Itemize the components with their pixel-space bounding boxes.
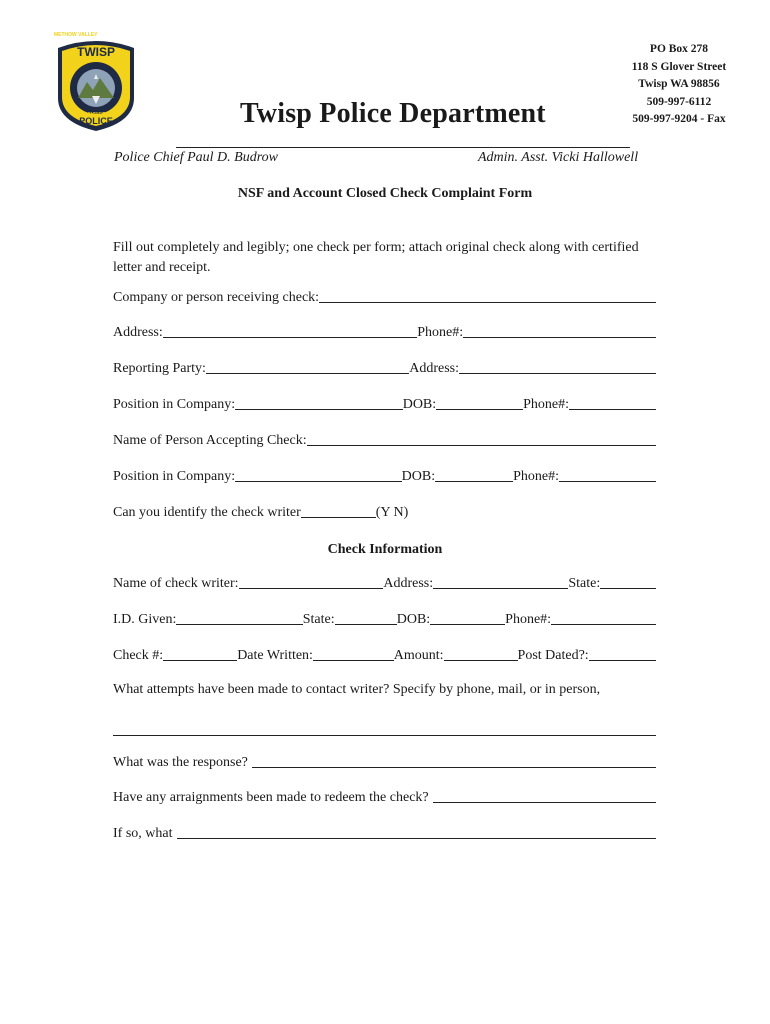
- title-underline: [176, 147, 630, 148]
- attempts-question-label: What attempts have been made to contact writer? Specify by phone, mail, or in person,: [113, 682, 601, 697]
- check-writer-field[interactable]: [239, 574, 384, 589]
- phone-label: Phone#:: [523, 397, 570, 412]
- dob-field[interactable]: [436, 395, 523, 410]
- acceptor-position-field[interactable]: [235, 467, 402, 482]
- badge-ribbon-left: METHOW VALLEY: [54, 32, 98, 38]
- contact-street: 118 S Glover Street: [631, 60, 727, 73]
- person-accepting-label: Name of Person Accepting Check:: [113, 433, 307, 448]
- dob-label: DOB:: [402, 397, 437, 412]
- form-title: NSF and Account Closed Check Complaint Form: [237, 186, 533, 201]
- id-given-field[interactable]: [176, 610, 302, 625]
- row-attempts-question: [113, 679, 656, 698]
- acceptor-phone-label: Phone#:: [513, 469, 560, 484]
- check-writer-label: Name of check writer:: [113, 576, 239, 591]
- writer-dob-label: DOB:: [396, 612, 431, 627]
- identify-writer-options: (Y N): [375, 505, 409, 520]
- arraignments-field[interactable]: [433, 788, 656, 803]
- badge-top-text: TWISP: [77, 45, 115, 59]
- check-number-label: Check #:: [113, 648, 164, 663]
- company-receiving-label: Company or person receiving check:: [113, 290, 320, 305]
- row-identify-writer: [113, 502, 408, 521]
- address-field[interactable]: [163, 323, 417, 338]
- acceptor-phone-field[interactable]: [559, 467, 656, 482]
- row-reporting-party: [113, 358, 656, 377]
- department-title: Twisp Police Department: [240, 98, 546, 129]
- reporting-address-label: Address:: [409, 361, 459, 376]
- row-response: [113, 752, 656, 771]
- position-field[interactable]: [235, 395, 403, 410]
- check-number-field[interactable]: [163, 646, 237, 661]
- position-label: Position in Company:: [113, 397, 236, 412]
- check-writer-state-field[interactable]: [600, 574, 656, 589]
- contact-phone: 509-997-6112: [646, 95, 712, 108]
- identify-writer-field[interactable]: [301, 503, 376, 518]
- acceptor-position-label: Position in Company:: [113, 469, 236, 484]
- police-chief: Police Chief Paul D. Budrow: [114, 150, 278, 165]
- response-field[interactable]: [252, 753, 656, 768]
- phone-field[interactable]: [463, 323, 656, 338]
- id-state-label: State:: [302, 612, 335, 627]
- if-so-what-field[interactable]: [177, 824, 657, 839]
- contact-city: Twisp WA 98856: [638, 78, 720, 90]
- police-badge-logo: [54, 32, 138, 132]
- if-so-what-label: If so, what: [113, 826, 173, 841]
- writer-dob-field[interactable]: [430, 610, 505, 625]
- check-information-heading: Check Information: [327, 542, 443, 557]
- contact-po-box: PO Box 278: [649, 43, 709, 55]
- check-writer-address-label: Address:: [383, 576, 434, 591]
- reporting-party-field[interactable]: [206, 359, 409, 374]
- row-company-receiving: [113, 287, 656, 306]
- row-if-so-what: [113, 823, 656, 842]
- row-check-details: [113, 645, 656, 664]
- arraignments-question-label: Have any arraignments been made to redeem the check?: [113, 790, 429, 805]
- phone-label: Phone#:: [417, 325, 464, 340]
- acceptor-dob-label: DOB:: [401, 469, 436, 484]
- person-accepting-field[interactable]: [307, 431, 656, 446]
- row-arraignments: [113, 787, 656, 806]
- phone-field[interactable]: [569, 395, 656, 410]
- date-written-label: Date Written:: [237, 648, 313, 663]
- attempts-answer-line[interactable]: [113, 735, 656, 736]
- check-writer-address-field[interactable]: [433, 574, 568, 589]
- response-question-label: What was the response?: [113, 755, 248, 770]
- row-id-given: [113, 609, 656, 628]
- id-state-field[interactable]: [335, 610, 397, 625]
- reporting-party-label: Reporting Party:: [113, 361, 206, 376]
- post-dated-label: Post Dated?:: [517, 648, 589, 663]
- amount-field[interactable]: [444, 646, 518, 661]
- badge-bottom-text: POLICE: [79, 116, 113, 126]
- writer-phone-label: Phone#:: [505, 612, 552, 627]
- reporting-address-field[interactable]: [459, 359, 656, 374]
- row-address-phone: [113, 322, 656, 341]
- acceptor-dob-field[interactable]: [435, 467, 513, 482]
- admin-assistant: Admin. Asst. Vicki Hallowell: [478, 150, 639, 165]
- date-written-field[interactable]: [313, 646, 394, 661]
- address-label: Address:: [113, 325, 163, 340]
- identify-writer-label: Can you identify the check writer: [113, 505, 301, 520]
- writer-phone-field[interactable]: [551, 610, 656, 625]
- row-position-dob-phone: [113, 394, 656, 413]
- row-check-writer: [113, 573, 656, 592]
- contact-block: [612, 41, 746, 129]
- contact-fax: 509-997-9204 - Fax: [632, 113, 726, 125]
- post-dated-field[interactable]: [589, 646, 656, 661]
- id-given-label: I.D. Given:: [113, 612, 177, 627]
- company-receiving-field[interactable]: [319, 288, 656, 303]
- check-writer-state-label: State:: [568, 576, 601, 591]
- badge-ribbon-right: WASHINGTON: [80, 111, 112, 116]
- amount-label: Amount:: [393, 648, 444, 663]
- form-instructions: Fill out completely and legibly; one check per form; attach original check along with certified letter and receipt.: [113, 240, 639, 275]
- row-acceptor-position-dob-phone: [113, 466, 656, 485]
- row-person-accepting: [113, 430, 656, 449]
